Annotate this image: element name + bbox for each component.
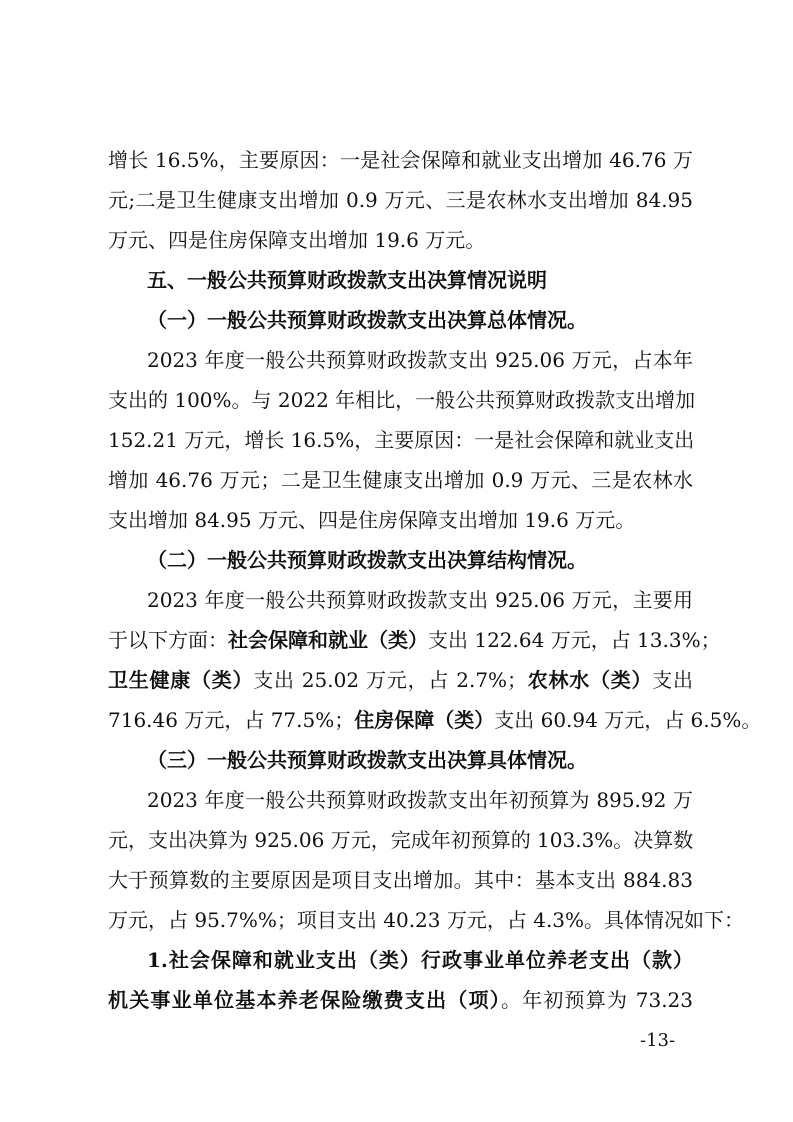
sub2-line-2: [108, 628, 721, 652]
sub3-heading: （三）一般公共预算财政拨款支出决算具体情况。: [147, 748, 587, 772]
sub2-line-4-amount: 支出 60.94 万元，占 6.5%。: [494, 708, 762, 732]
category-health: 卫生健康（类）: [108, 668, 254, 692]
sub1-line-2: 支出的 100%。与 2022 年相比，一般公共预算财政拨款支出增加: [108, 388, 696, 412]
sub3-line-1: 2023 年度一般公共预算财政拨款支出年初预算为 895.92 万: [147, 788, 693, 812]
sub1-line-4: 增加 46.76 万元；二是卫生健康支出增加 0.9 万元、三是农林水: [108, 468, 693, 492]
sub3-line-4: 万元，占 95.7%%；项目支出 40.23 万元，占 4.3%。具体情况如下：: [108, 908, 745, 932]
sub2-line-1: 2023 年度一般公共预算财政拨款支出 925.06 万元，主要用: [147, 588, 693, 612]
intro-line-3: 万元、四是住房保障支出增加 19.6 万元。: [108, 228, 486, 252]
sub2-line-4: [108, 708, 762, 732]
sub1-line-3: 152.21 万元，增长 16.5%，主要原因：一是社会保障和就业支出: [108, 428, 695, 452]
intro-line-1: 增长 16.5%，主要原因：一是社会保障和就业支出增加 46.76 万: [108, 148, 693, 172]
sub1-line-1: 2023 年度一般公共预算财政拨款支出 925.06 万元，占本年: [147, 348, 693, 372]
sub2-line-4-lead: 716.46 万元，占 77.5%；: [108, 708, 355, 732]
sub2-line-2-lead: 于以下方面：: [108, 628, 228, 652]
item-1-title: 机关事业单位基本养老保险缴费支出（项）: [108, 988, 501, 1012]
item-1-line-2: [108, 988, 693, 1012]
sub2-line-3-tail: 支出: [652, 668, 694, 692]
intro-line-2: 元;二是卫生健康支出增加 0.9 万元、三是农林水支出增加 84.95: [108, 188, 693, 212]
sub2-line-2-amount: 支出 122.64 万元，占 13.3%；: [428, 628, 721, 652]
category-social-security: 社会保障和就业（类）: [228, 628, 428, 652]
sub2-line-3-amount: 支出 25.02 万元，占 2.7%；: [253, 668, 528, 692]
sub3-line-2: 元，支出决算为 925.06 万元，完成年初预算的 103.3%。决算数: [108, 828, 694, 852]
category-housing: 住房保障（类）: [354, 708, 495, 732]
sub1-line-5: 支出增加 84.95 万元、四是住房保障支出增加 19.6 万元。: [108, 508, 636, 532]
sub2-line-3: [108, 668, 693, 692]
item-1-line-1: 1.社会保障和就业支出（类）行政事业单位养老支出（款）: [147, 948, 693, 972]
category-agriculture: 农林水（类）: [527, 668, 653, 692]
sub1-heading: （一）一般公共预算财政拨款支出决算总体情况。: [147, 308, 587, 332]
sub2-heading: （二）一般公共预算财政拨款支出决算结构情况。: [147, 548, 587, 572]
page-number: -13-: [640, 1030, 676, 1051]
item-1-budget: 。年初预算为 73.23: [500, 988, 693, 1012]
section-5-heading: 五、一般公共预算财政拨款支出决算情况说明: [147, 268, 547, 292]
sub3-line-3: 大于预算数的主要原因是项目支出增加。其中：基本支出 884.83: [108, 868, 693, 892]
